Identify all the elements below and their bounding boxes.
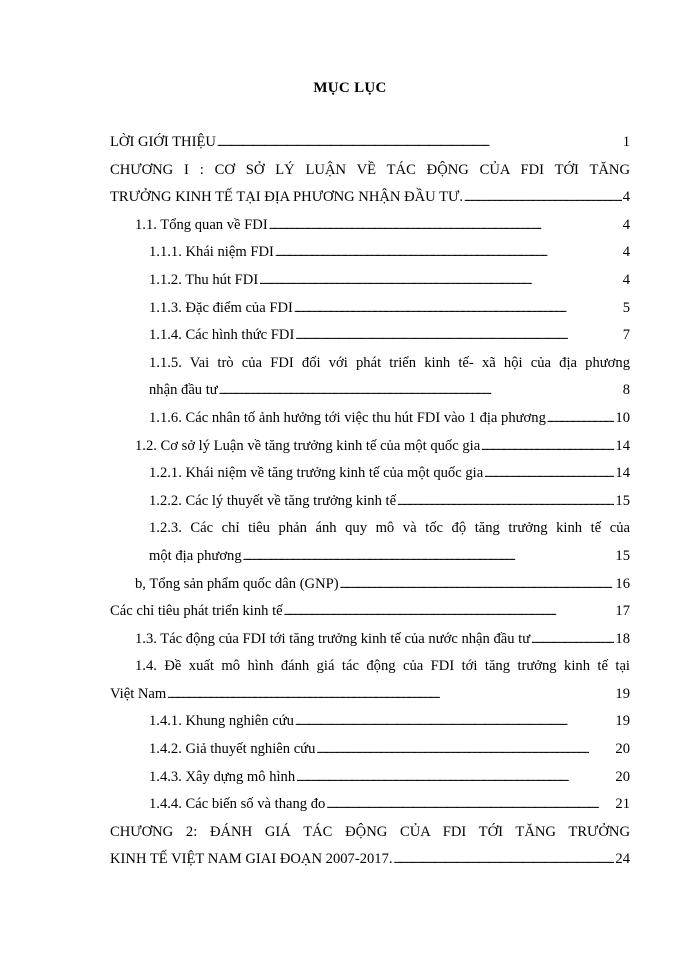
dot-leader (219, 381, 622, 400)
toc-page-number: 10 (615, 409, 630, 426)
toc-entry-label: CHƯƠNG I : CƠ SỞ LÝ LUẬN VỀ TÁC ĐỘNG CỦA FDI TỚI TĂNG (110, 161, 630, 178)
toc-page-number: 4 (622, 244, 630, 261)
toc-page-number: 15 (615, 547, 630, 564)
toc-page-number: 14 (615, 437, 630, 454)
dot-leader (481, 437, 614, 456)
toc-page-number: 24 (615, 851, 630, 868)
toc-page-number: 4 (622, 189, 630, 206)
toc-page-number: 5 (622, 299, 630, 316)
toc-entry-label: 1.3. Tác động của FDI tới tăng trưởng kinh tế của nước nhận đầu tư (135, 630, 531, 647)
toc-entry[interactable] (110, 740, 630, 768)
dot-leader (531, 630, 614, 649)
toc-entry-label: 1.1.3. Đặc điểm của FDI (149, 299, 293, 316)
dot-leader (484, 464, 614, 483)
dot-leader (275, 243, 622, 262)
toc-entry-label: 1.4.2. Giả thuyết nghiên cứu (149, 741, 316, 758)
toc-page-number: 17 (615, 603, 630, 620)
dot-leader (243, 547, 615, 566)
toc-entry[interactable] (110, 630, 630, 658)
toc-entry-label: KINH TẾ VIỆT NAM GIAI ĐOẠN 2007-2017. (110, 851, 393, 868)
toc-entry[interactable] (110, 437, 630, 465)
toc-entry[interactable] (110, 216, 630, 244)
toc-entry-label: Các chỉ tiêu phát triển kinh tế (110, 603, 283, 620)
toc-page-number: 15 (615, 492, 630, 509)
toc-entry-label: TRƯỞNG KINH TẾ TẠI ĐỊA PHƯƠNG NHẬN ĐẦU TƯ. (110, 189, 463, 206)
toc-page-number: 14 (615, 465, 630, 482)
toc-entry-label: 1.4. Đề xuất mô hình đánh giá tác động của FDI tới tăng trưởng kinh tế tại (135, 658, 630, 675)
toc-page-number: 1 (622, 134, 630, 150)
toc-entry[interactable] (110, 602, 630, 630)
toc-entry-label: Việt Nam (110, 685, 167, 702)
toc-page-number: 20 (615, 741, 630, 758)
toc-entry-label: 1.2.2. Các lý thuyết về tăng trưởng kinh tế (149, 492, 397, 509)
dot-leader (217, 133, 622, 152)
dot-leader (295, 712, 614, 731)
toc-entry[interactable] (110, 326, 630, 354)
dot-leader (259, 271, 622, 290)
toc-page-number: 19 (615, 713, 630, 730)
toc-entry-label: 1.1.1. Khái niệm FDI (149, 244, 274, 261)
toc-entry[interactable] (110, 243, 630, 271)
toc-entry-label: LỜI GIỚI THIỆU (110, 134, 216, 150)
dot-leader (284, 602, 615, 621)
toc-entry-label: 1.2.3. Các chỉ tiêu phản ánh quy mô và tốc độ tăng trưởng kinh tế của (149, 520, 630, 537)
toc-entry-label: 1.4.1. Khung nghiên cứu (149, 713, 294, 730)
dot-leader (340, 575, 615, 594)
dot-leader (547, 409, 615, 428)
toc-entry[interactable] (110, 768, 630, 796)
toc-entry[interactable] (110, 464, 630, 492)
toc-entry-label: b, Tổng sản phẩm quốc dân (GNP) (135, 575, 339, 592)
toc-entry-label: 1.2. Cơ sở lý Luận về tăng trưởng kinh tế của một quốc gia (135, 437, 481, 454)
toc-page-number: 18 (615, 630, 630, 647)
dot-leader (397, 492, 614, 511)
toc-entry-label: 1.1.6. Các nhân tố ảnh hưởng tới việc thu hút FDI vào 1 địa phương (149, 409, 546, 426)
toc-entry[interactable] (110, 823, 630, 878)
toc-entry-label: một địa phương (149, 547, 242, 564)
toc-entry-label: 1.4.4. Các biến số và thang đo (149, 796, 326, 813)
dot-leader (296, 768, 614, 787)
toc-entry-label: 1.2.1. Khái niệm về tăng trưởng kinh tế của một quốc gia (149, 465, 484, 482)
toc-entry-label: 1.1.5. Vai trò của FDI đối với phát triển kinh tế- xã hội của địa phương (149, 354, 630, 371)
dot-leader (269, 216, 622, 235)
toc-page-number: 4 (622, 271, 630, 288)
toc-entry[interactable] (110, 299, 630, 327)
toc-entry[interactable] (110, 657, 630, 712)
toc-entry[interactable] (110, 271, 630, 299)
toc-entry[interactable] (110, 575, 630, 603)
dot-leader (294, 299, 622, 318)
dot-leader (316, 740, 614, 759)
dot-leader (464, 188, 622, 207)
toc-page-number: 4 (622, 216, 630, 233)
dot-leader (295, 326, 621, 345)
toc-entry[interactable] (110, 409, 630, 437)
toc-page-number: 20 (615, 768, 630, 785)
toc-page-number: 7 (622, 327, 630, 344)
toc-entry-label: nhận đầu tư (149, 382, 218, 399)
toc-page-number: 19 (615, 685, 630, 702)
page-title: MỤC LỤC (313, 80, 387, 96)
toc-page-number: 8 (622, 382, 630, 399)
toc-entry-label: 1.1. Tổng quan về FDI (135, 216, 268, 233)
toc-entry-label: 1.1.4. Các hình thức FDI (149, 327, 295, 344)
toc-page-number: 16 (615, 575, 630, 592)
toc-entry[interactable] (110, 519, 630, 574)
toc-page-number: 21 (615, 796, 630, 813)
dot-leader (167, 685, 614, 704)
toc-entry[interactable] (110, 133, 630, 161)
toc-entry-label: 1.1.2. Thu hút FDI (149, 271, 259, 288)
dot-leader (394, 850, 615, 869)
toc-entry-label: 1.4.3. Xây dựng mô hình (149, 768, 296, 785)
toc-entry[interactable] (110, 161, 630, 216)
toc-entry-label: CHƯƠNG 2: ĐÁNH GIÁ TÁC ĐỘNG CỦA FDI TỚI TĂNG TRƯỞNG (110, 823, 630, 840)
toc-entry[interactable] (110, 492, 630, 520)
toc-entry[interactable] (110, 354, 630, 409)
toc-entry[interactable] (110, 795, 630, 823)
dot-leader (326, 795, 614, 814)
toc-entry[interactable] (110, 712, 630, 740)
table-of-contents (110, 133, 630, 878)
